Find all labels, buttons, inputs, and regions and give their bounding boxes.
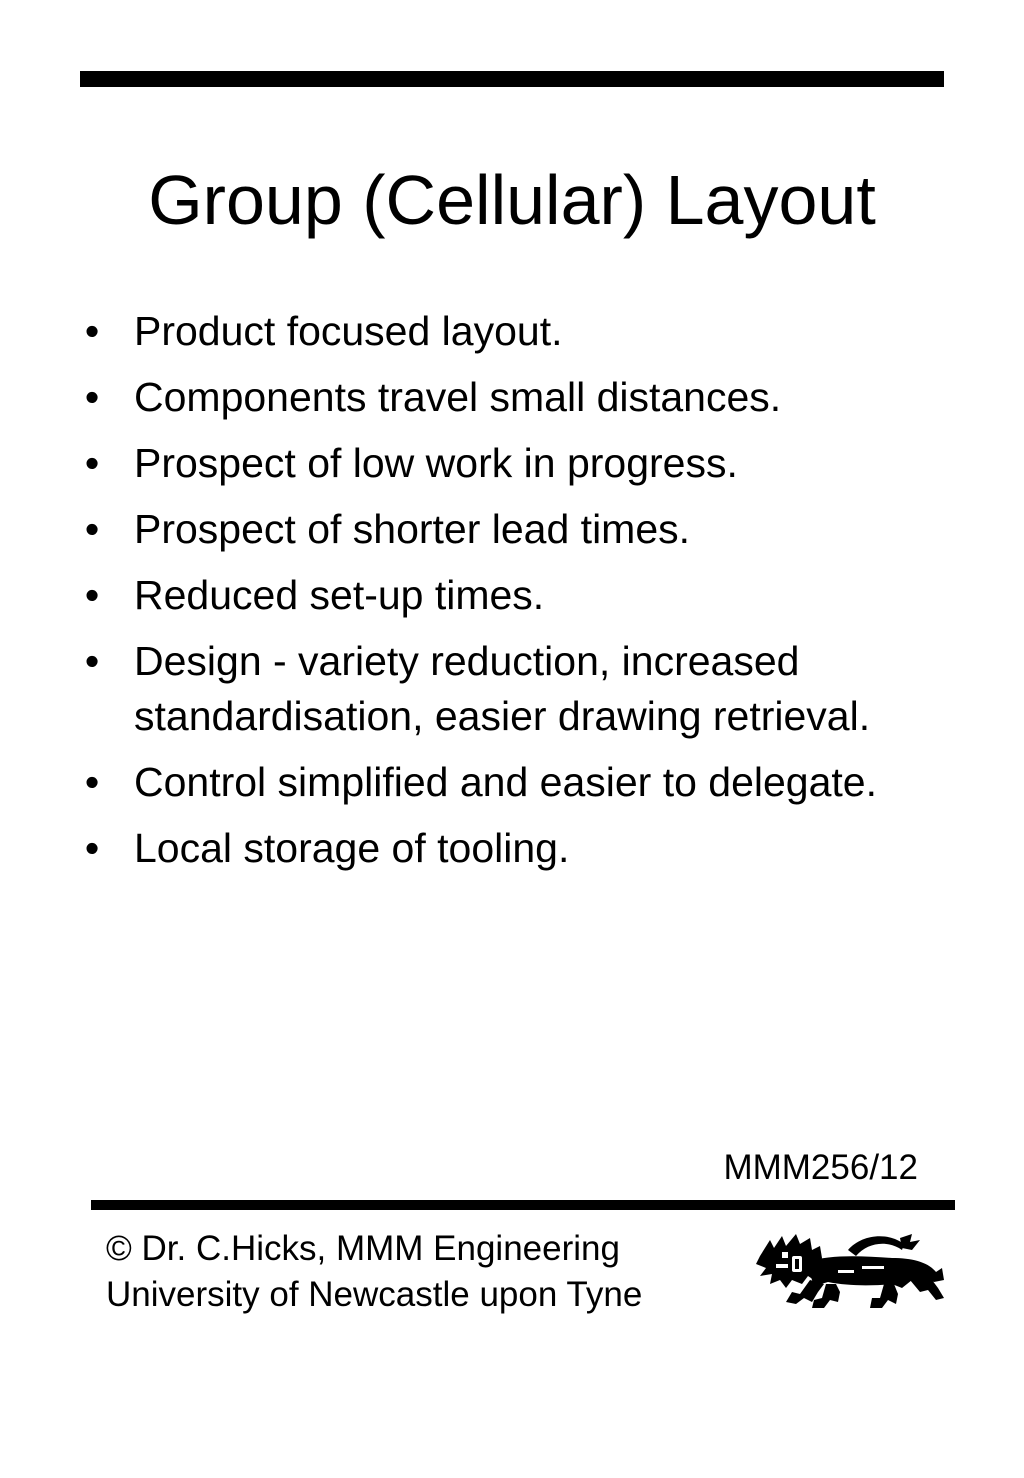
- bullet-item: [82, 304, 942, 359]
- bullet-text: Design - variety reduction, increased standardisation, easier drawing retrieval.: [134, 638, 871, 739]
- bullet-marker: •: [84, 572, 100, 618]
- bullet-text: Product focused layout.: [134, 308, 563, 354]
- bullet-marker: •: [84, 440, 100, 486]
- copyright-line: © Dr. C.Hicks, MMM Engineering: [106, 1229, 620, 1268]
- bullet-marker: •: [84, 308, 100, 354]
- bullet-text: Prospect of shorter lead times.: [134, 506, 691, 552]
- lion-crest-icon: [752, 1228, 948, 1312]
- slide-title: Group (Cellular) Layout: [148, 161, 876, 239]
- bullet-text: Reduced set-up times.: [134, 572, 545, 618]
- footer-credit: [106, 1226, 642, 1318]
- bullet-text: Prospect of low work in progress.: [134, 440, 738, 486]
- bullet-item: [82, 436, 942, 491]
- bullet-item: [82, 568, 942, 623]
- bullet-item: [82, 755, 942, 810]
- bullet-marker: •: [84, 506, 100, 552]
- bullet-text: Components travel small distances.: [134, 374, 782, 420]
- bullet-item: [82, 370, 942, 425]
- bullet-item: [82, 634, 942, 744]
- bullet-text: Local storage of tooling.: [134, 825, 570, 871]
- top-divider: [80, 71, 944, 87]
- bullet-list: [82, 304, 942, 887]
- slide-id: MMM256/12: [723, 1148, 918, 1187]
- bullet-text: Control simplified and easier to delegate.: [134, 759, 877, 805]
- bullet-item: [82, 821, 942, 876]
- bullet-item: [82, 502, 942, 557]
- university-line: University of Newcastle upon Tyne: [106, 1275, 643, 1314]
- bullet-marker: •: [84, 825, 100, 871]
- bottom-divider: [91, 1200, 955, 1210]
- bullet-marker: •: [84, 374, 100, 420]
- bullet-marker: •: [84, 759, 100, 805]
- bullet-marker: •: [84, 638, 100, 684]
